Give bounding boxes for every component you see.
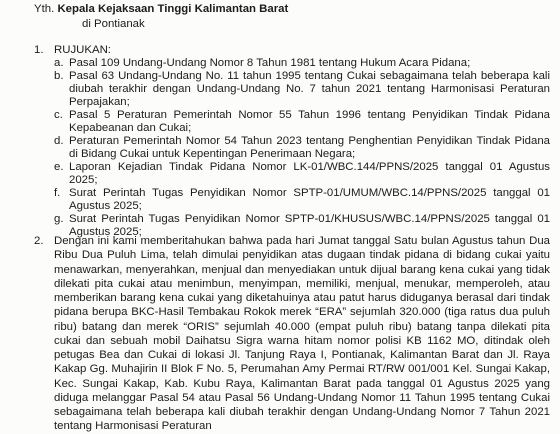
reference-letter: d. xyxy=(54,135,64,147)
reference-letter: a. xyxy=(54,57,64,69)
reference-letter: g. xyxy=(54,213,64,225)
reference-text: Pasal 109 Undang-Undang Nomor 8 Tahun 1981 tentang Hukum Acara Pidana; xyxy=(69,57,471,69)
recipient-name: Kepala Kejaksaan Tinggi Kalimantan Barat xyxy=(57,3,289,15)
reference-letter: f. xyxy=(54,187,61,199)
references-list xyxy=(34,57,550,239)
section-number: 2. xyxy=(34,235,44,247)
reference-item xyxy=(54,135,550,161)
notice-paragraph xyxy=(34,234,550,434)
reference-text: Surat Perintah Tugas Penyidikan Nomor SPTP-01/KHUSUS/WBC.14/PPNS/2025 tanggal 01 Agustus 2025; xyxy=(69,213,550,238)
references-heading-row xyxy=(34,44,550,57)
letter-header xyxy=(34,2,534,31)
reference-text: Laporan Kejadian Tindak Pidana Nomor LK-01/WBC.144/PPNS/2025 tanggal 01 Agustus 2025; xyxy=(69,161,550,186)
reference-letter: c. xyxy=(54,109,63,121)
reference-text: Surat Perintah Tugas Penyidikan Nomor SPTP-01/UMUM/WBC.14/PPNS/2025 tanggal 01 Agustus 2025; xyxy=(69,187,550,212)
reference-text: Pasal 5 Peraturan Pemerintah Nomor 55 Tahun 1996 tentang Penyidikan Tindak Pidana Kepabeanan dan Cukai; xyxy=(69,109,550,134)
section-number: 1. xyxy=(34,44,44,56)
reference-item xyxy=(54,187,550,213)
reference-text: Pasal 63 Undang-Undang No. 11 tahun 1995 tentang Cukai sebagaimana telah beberapa kali diubah terakhir dengan Undang-Undang No. 7 tahun 2021 tentang Harmonisasi Peraturan Perpajakan; xyxy=(69,70,550,108)
notice-text: Dengan ini kami memberitahukan bahwa pada hari Jumat tanggal Satu bulan Agustus tahun Dua Ribu Dua Puluh Lima, telah dimulai penyidikan atas dugaan tindak pidana di bidang cukai yaitu menawarkan, menyerahkan, menjual dan menyediakan untuk dijual barang kena cukai yang tidak dilekati pita cukai atau menimbun, menyimpan, memiliki, menjual, menukar, memperoleh, atau memberikan barang kena cukai yang diketahuinya atau patut harus diduganya berasal dari tindak pidana berupa BKC-Hasil Tembakau Rokok merek “ERA” sejumlah 320.000 (tiga ratus dua puluh ribu) batang dan merek “ORIS” sejumlah 40.000 (empat puluh ribu) batang tanpa dilekati pita cukai dan sebuah mobil Daihatsu Sigra warna hitam nomor polisi KB 1162 MO, ditindak oleh petugas Bea dan Cukai di lokasi Jl. Tanjung Raya I, Pontianak, Kalimantan Barat dan Jl. Raya Kakap Gg. Muhajirin II Blok F No. 5, Perumahan Amy Permai RT/RW 001/001 Kel. Sungai Kakap, Kec. Sungai Kakap, Kab. Kubu Raya, Kalimantan Barat pada tanggal 01 Agustus 2025 yang diduga melanggar Pasal 54 atau Pasal 56 Undang-Undang Nomor 11 Tahun 1995 tentang Cukai sebagaimana telah beberapa kali diubah terakhir dengan Undang-Undang Nomor 7 Tahun 2021 tentang Harmonisasi Peraturan xyxy=(54,235,550,433)
reference-letter: b. xyxy=(54,70,64,82)
notice-section xyxy=(34,234,550,434)
recipient-line xyxy=(34,2,534,16)
reference-item xyxy=(54,57,550,70)
references-heading: RUJUKAN: xyxy=(54,44,111,56)
references-section xyxy=(34,44,550,239)
reference-item xyxy=(54,70,550,109)
reference-item xyxy=(54,109,550,135)
reference-text: Peraturan Pemerintah Nomor 54 Tahun 2023 tentang Penghentian Penyidikan Tindak Pidana di Bidang Cukai untuk Kepentingan Penerimaan Negara; xyxy=(69,135,550,160)
recipient-location: di Pontianak xyxy=(82,18,145,30)
reference-item xyxy=(54,161,550,187)
reference-letter: e. xyxy=(54,161,64,173)
salutation: Yth. xyxy=(34,3,55,15)
